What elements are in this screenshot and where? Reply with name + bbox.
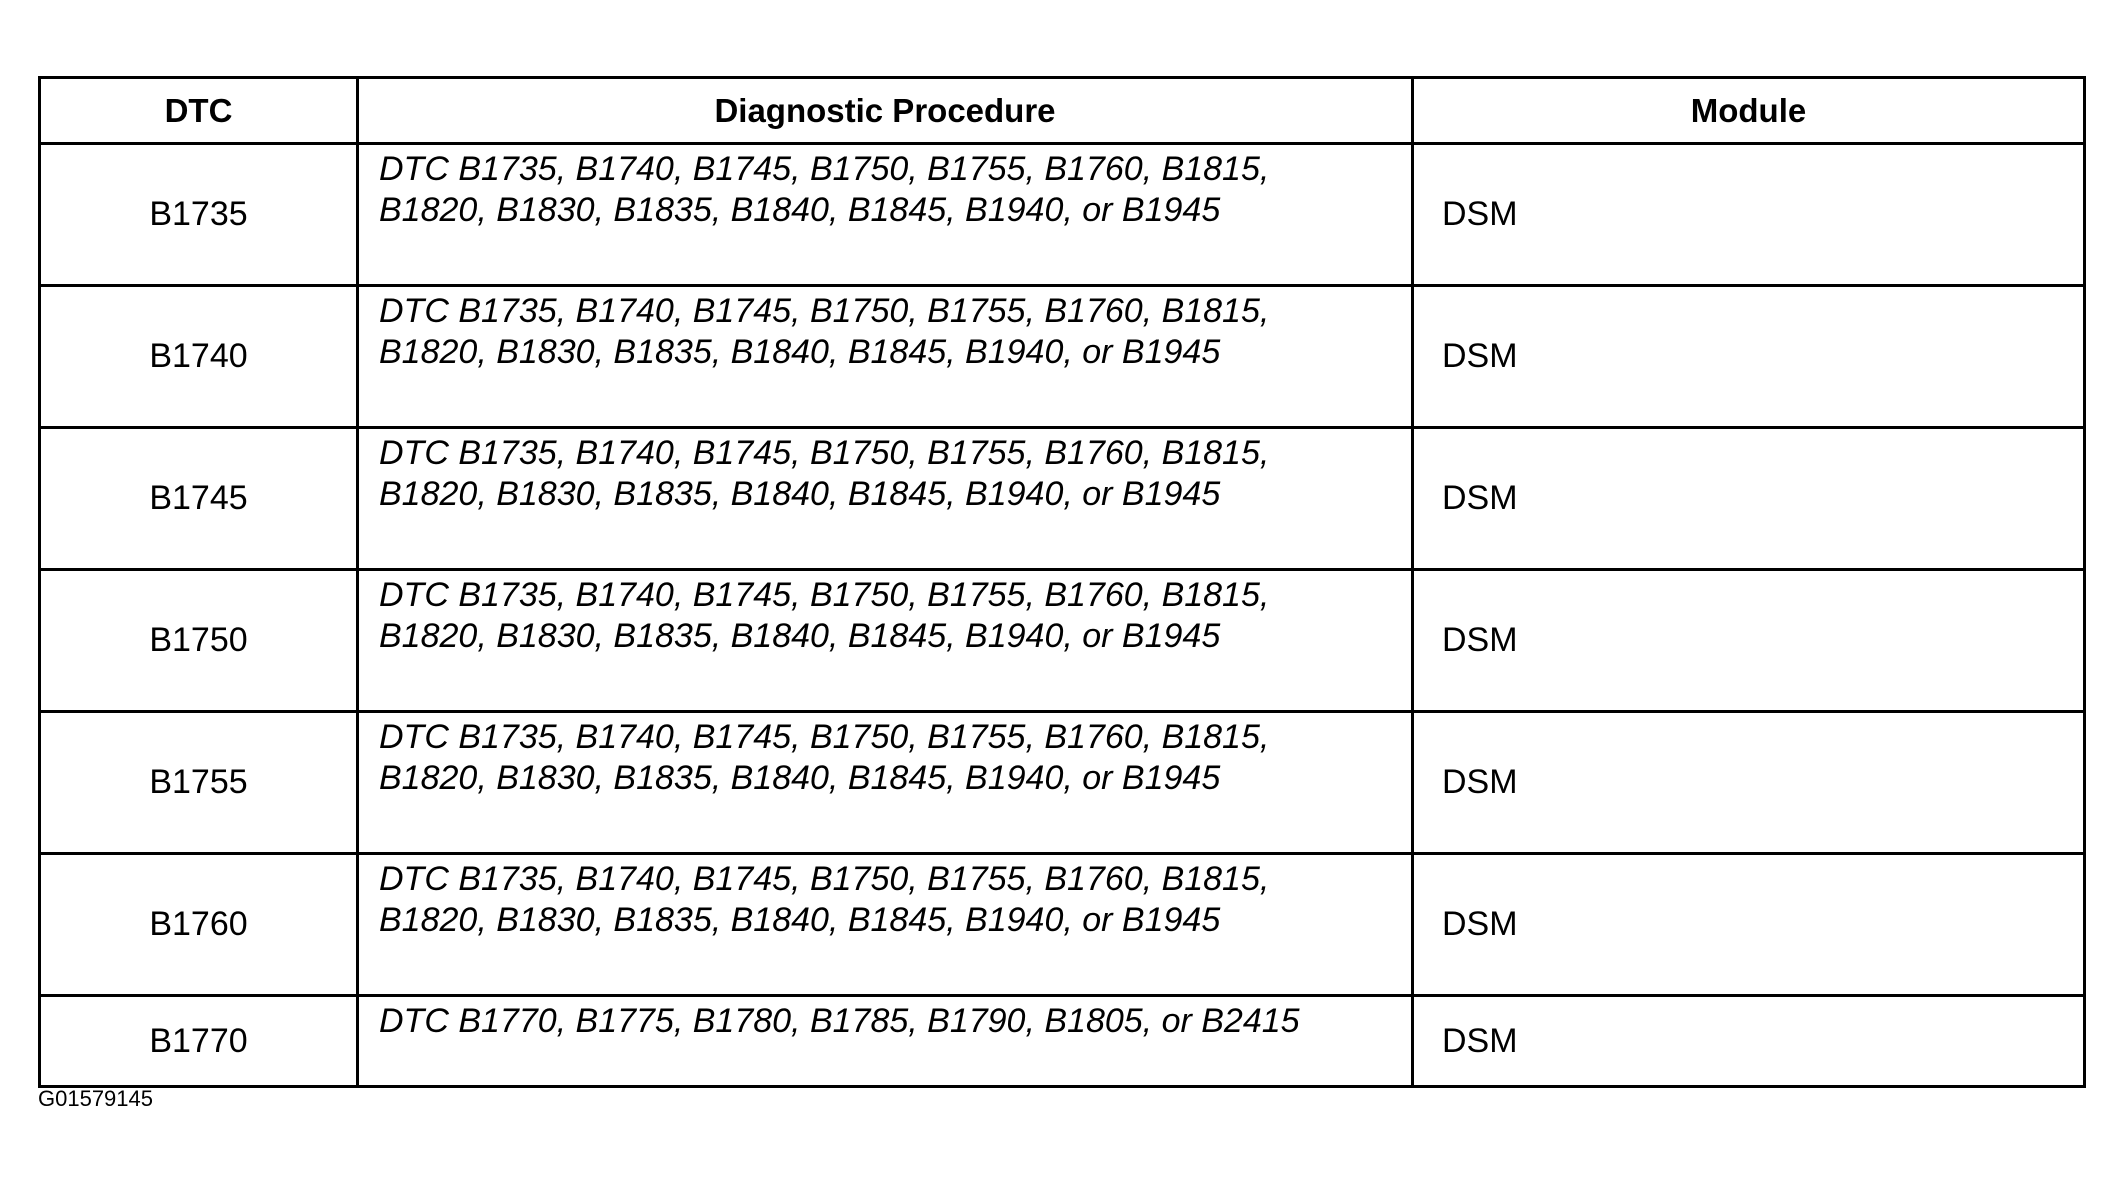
procedure-line: DTC B1735, B1740, B1745, B1750, B1755, B1760, B1815, — [379, 576, 1270, 614]
procedure-line: DTC B1735, B1740, B1745, B1750, B1755, B1760, B1815, — [379, 150, 1270, 188]
procedure-line: DTC B1735, B1740, B1745, B1750, B1755, B1760, B1815, — [379, 292, 1270, 330]
diagnostic-procedure — [358, 428, 1413, 570]
table-row — [40, 286, 2085, 428]
dtc-code: B1750 — [40, 570, 358, 712]
table-header — [40, 78, 2085, 144]
procedure-line: DTC B1735, B1740, B1745, B1750, B1755, B1760, B1815, — [379, 718, 1270, 756]
procedure-line: B1820, B1830, B1835, B1840, B1845, B1940, or B1945 — [379, 333, 1221, 371]
diagnostic-procedure — [358, 996, 1413, 1087]
dtc-code: B1740 — [40, 286, 358, 428]
header-row — [40, 78, 2085, 144]
module-name: DSM — [1413, 712, 2085, 854]
diagnostic-procedure — [358, 854, 1413, 996]
dtc-code: B1755 — [40, 712, 358, 854]
diagnostic-procedure — [358, 570, 1413, 712]
table-row — [40, 144, 2085, 286]
header-module: Module — [1413, 78, 2085, 144]
procedure-line: B1820, B1830, B1835, B1840, B1845, B1940, or B1945 — [379, 617, 1221, 655]
table-row — [40, 712, 2085, 854]
module-name: DSM — [1413, 854, 2085, 996]
procedure-line: B1820, B1830, B1835, B1840, B1845, B1940, or B1945 — [379, 901, 1221, 939]
dtc-code: B1735 — [40, 144, 358, 286]
figure-id: G01579145 — [38, 1086, 153, 1111]
table-row — [40, 428, 2085, 570]
module-name: DSM — [1413, 144, 2085, 286]
dtc-table — [38, 76, 2086, 1088]
module-name: DSM — [1413, 996, 2085, 1087]
procedure-line: DTC B1735, B1740, B1745, B1750, B1755, B1760, B1815, — [379, 434, 1270, 472]
procedure-line: DTC B1770, B1775, B1780, B1785, B1790, B1805, or B2415 — [379, 1002, 1300, 1040]
dtc-code: B1770 — [40, 996, 358, 1087]
table-row — [40, 996, 2085, 1087]
procedure-line: B1820, B1830, B1835, B1840, B1845, B1940, or B1945 — [379, 191, 1221, 229]
table-row — [40, 570, 2085, 712]
procedure-line: B1820, B1830, B1835, B1840, B1845, B1940, or B1945 — [379, 475, 1221, 513]
procedure-line: B1820, B1830, B1835, B1840, B1845, B1940, or B1945 — [379, 759, 1221, 797]
header-diagnostic-procedure: Diagnostic Procedure — [358, 78, 1413, 144]
diagnostic-procedure — [358, 286, 1413, 428]
header-dtc: DTC — [40, 78, 358, 144]
diagnostic-procedure — [358, 712, 1413, 854]
table-body — [40, 144, 2085, 1087]
module-name: DSM — [1413, 286, 2085, 428]
dtc-code: B1760 — [40, 854, 358, 996]
diagnostic-procedure — [358, 144, 1413, 286]
module-name: DSM — [1413, 570, 2085, 712]
dtc-code: B1745 — [40, 428, 358, 570]
table-row — [40, 854, 2085, 996]
module-name: DSM — [1413, 428, 2085, 570]
procedure-line: DTC B1735, B1740, B1745, B1750, B1755, B1760, B1815, — [379, 860, 1270, 898]
